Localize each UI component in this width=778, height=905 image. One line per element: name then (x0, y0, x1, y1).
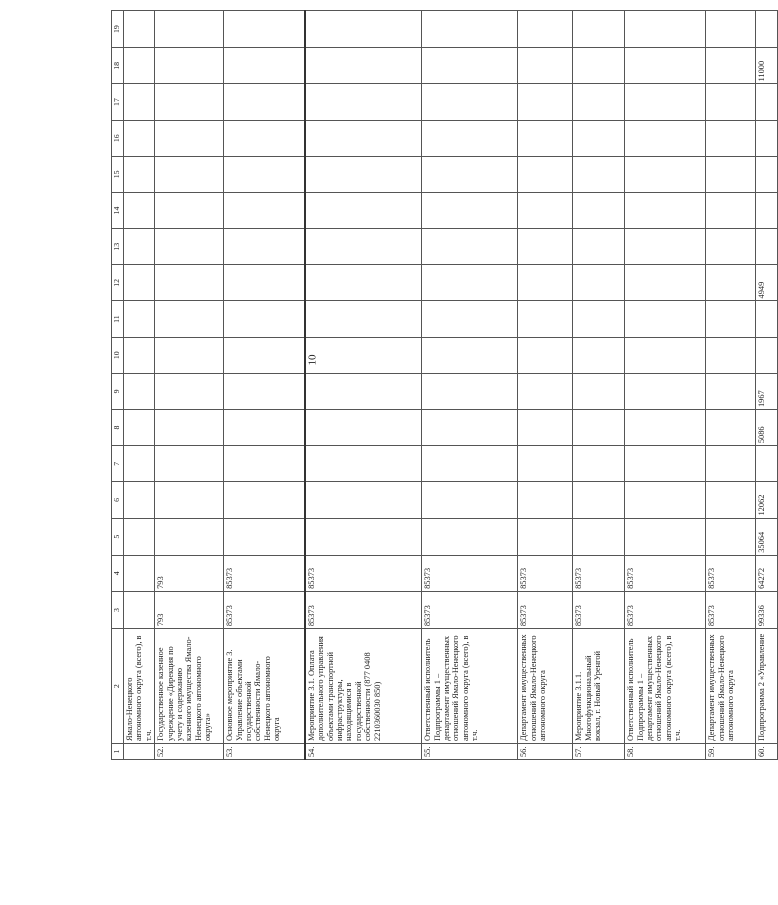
value-cell (124, 120, 155, 156)
value-cell (224, 120, 305, 156)
value-cell (625, 410, 706, 446)
value-cell: 35064 (756, 518, 778, 555)
value-cell (422, 482, 518, 518)
table-row (422, 11, 518, 760)
column-number: 8 (112, 410, 124, 446)
value-cell: 85373 (422, 591, 518, 628)
value-cell (155, 48, 224, 84)
description-cell: Мероприятие 3.1. Оплата дополнительного управления объектами транспортной инфраструктуры, находящимися в государственной собственности (877 0408 2210360030 850) (305, 629, 422, 744)
value-cell (573, 482, 625, 518)
value-cell (706, 373, 756, 409)
value-cell (518, 48, 573, 84)
value-cell (706, 120, 756, 156)
value-cell (706, 229, 756, 265)
value-cell (706, 301, 756, 337)
value-cell (625, 301, 706, 337)
column-number: 12 (112, 265, 124, 301)
value-cell (756, 11, 778, 48)
value-cell: 5086 (756, 410, 778, 446)
value-cell (155, 11, 224, 48)
value-cell (573, 156, 625, 192)
value-cell (756, 446, 778, 482)
description-cell: Ответственный исполнитель Подпрограммы 1 – департамент имущественных отношений Ямало-Ненецкого автономного округа (всего), в т.ч. (422, 629, 518, 744)
value-cell (518, 446, 573, 482)
value-cell (625, 192, 706, 228)
description-cell: Департамент имущественных отношений Ямало-Ненецкого автономного округа (518, 629, 573, 744)
value-cell (518, 11, 573, 48)
value-cell (518, 265, 573, 301)
table-row (518, 11, 573, 760)
value-cell (422, 84, 518, 120)
value-cell (706, 11, 756, 48)
row-number-cell: 58. (625, 744, 706, 760)
column-number: 11 (112, 301, 124, 337)
column-number: 4 (112, 555, 124, 591)
value-cell (422, 192, 518, 228)
value-cell (518, 301, 573, 337)
value-cell (124, 192, 155, 228)
value-cell (305, 120, 422, 156)
value-cell (625, 156, 706, 192)
value-cell (305, 410, 422, 446)
value-cell (224, 482, 305, 518)
value-cell (625, 120, 706, 156)
value-cell (155, 446, 224, 482)
value-cell (155, 120, 224, 156)
value-cell (124, 446, 155, 482)
value-cell (124, 518, 155, 555)
value-cell (155, 156, 224, 192)
column-number: 15 (112, 156, 124, 192)
value-cell (573, 410, 625, 446)
value-cell (756, 84, 778, 120)
value-cell (305, 518, 422, 555)
row-number-cell: 53. (224, 744, 305, 760)
value-cell (155, 84, 224, 120)
value-cell (224, 84, 305, 120)
value-cell (305, 482, 422, 518)
value-cell (124, 482, 155, 518)
description-cell: Департамент имущественных отношений Ямало-Ненецкого автономного округа (706, 629, 756, 744)
value-cell: 85373 (573, 591, 625, 628)
column-number: 14 (112, 192, 124, 228)
value-cell (573, 48, 625, 84)
value-cell (625, 482, 706, 518)
table-row (124, 11, 155, 760)
column-number: 3 (112, 591, 124, 628)
column-number: 1 (112, 744, 124, 760)
value-cell (224, 229, 305, 265)
value-cell: 85373 (518, 555, 573, 591)
value-cell (305, 48, 422, 84)
value-cell (155, 192, 224, 228)
table-row (573, 11, 625, 760)
value-cell (422, 229, 518, 265)
description-cell: Ямало-Ненецкого автономного округа (всего), в т.ч. (124, 629, 155, 744)
value-cell (422, 410, 518, 446)
value-cell (422, 156, 518, 192)
value-cell (625, 518, 706, 555)
value-cell: 85373 (573, 555, 625, 591)
description-cell: Государственное казенное учреждение «Дирекция по учету и содержанию казенного имущества Ямало-Ненецкого автономного округа» (155, 629, 224, 744)
value-cell (518, 410, 573, 446)
value-cell (155, 301, 224, 337)
value-cell (518, 337, 573, 373)
value-cell: 85373 (518, 591, 573, 628)
value-cell (155, 518, 224, 555)
value-cell (305, 337, 422, 373)
value-cell (706, 84, 756, 120)
value-cell (625, 265, 706, 301)
value-cell (625, 48, 706, 84)
row-number-cell: 59. (706, 744, 756, 760)
table-row (305, 11, 422, 760)
value-cell (305, 84, 422, 120)
value-cell (305, 229, 422, 265)
value-cell (124, 555, 155, 591)
row-number-cell: 56. (518, 744, 573, 760)
row-number-cell (124, 744, 155, 760)
value-cell (224, 337, 305, 373)
value-cell: 85373 (422, 555, 518, 591)
value-cell: 85373 (224, 591, 305, 628)
value-cell (518, 192, 573, 228)
value-cell (518, 482, 573, 518)
value-cell: 85373 (224, 555, 305, 591)
value-cell: 85373 (706, 555, 756, 591)
value-cell: 1967 (756, 373, 778, 409)
value-cell (573, 373, 625, 409)
value-cell (706, 446, 756, 482)
column-number: 19 (112, 11, 124, 48)
description-cell: Мероприятие 3.1.1. Многофункциональный вокзал, г. Новый Уренгой (573, 629, 625, 744)
value-cell: 793 (155, 591, 224, 628)
column-number: 6 (112, 482, 124, 518)
value-cell (155, 229, 224, 265)
row-number-cell: 54. (305, 744, 422, 760)
value-cell (625, 11, 706, 48)
value-cell (224, 156, 305, 192)
value-cell (756, 192, 778, 228)
value-cell (756, 337, 778, 373)
value-cell (305, 156, 422, 192)
value-cell (518, 518, 573, 555)
value-cell (706, 265, 756, 301)
table-row (224, 11, 305, 760)
value-cell (518, 373, 573, 409)
value-cell (756, 120, 778, 156)
value-cell (756, 301, 778, 337)
value-cell (706, 482, 756, 518)
value-cell (224, 265, 305, 301)
value-cell (155, 373, 224, 409)
value-cell (573, 301, 625, 337)
value-cell (625, 373, 706, 409)
rotated-table-container (111, 10, 767, 760)
table-row (706, 11, 756, 760)
value-cell (422, 48, 518, 84)
value-cell (124, 337, 155, 373)
value-cell (155, 337, 224, 373)
value-cell (573, 120, 625, 156)
table-row (155, 11, 224, 760)
value-cell (573, 192, 625, 228)
row-number-cell: 57. (573, 744, 625, 760)
value-cell (224, 11, 305, 48)
value-cell (224, 446, 305, 482)
column-number: 13 (112, 229, 124, 265)
value-cell (224, 48, 305, 84)
description-cell: Основное мероприятие 3. Управление объектами государственной собственности Ямало-Ненецкого автономного округа (224, 629, 305, 744)
column-number: 18 (112, 48, 124, 84)
value-cell: 4949 (756, 265, 778, 301)
value-cell (756, 229, 778, 265)
value-cell: 85373 (625, 555, 706, 591)
value-cell (573, 229, 625, 265)
value-cell (224, 192, 305, 228)
value-cell (155, 482, 224, 518)
value-cell (573, 337, 625, 373)
value-cell (305, 301, 422, 337)
value-cell: 85373 (305, 591, 422, 628)
value-cell (706, 410, 756, 446)
value-cell (422, 11, 518, 48)
value-cell (124, 48, 155, 84)
value-cell (124, 11, 155, 48)
value-cell (124, 410, 155, 446)
value-cell (124, 301, 155, 337)
value-cell: 64272 (756, 555, 778, 591)
description-cell: Ответственный исполнитель Подпрограммы 1 – департамент имущественных отношений Ямало-Ненецкого автономного округа (всего), в т.ч. (625, 629, 706, 744)
table-header-row (112, 11, 124, 760)
value-cell (422, 446, 518, 482)
row-number-cell: 60. (756, 744, 778, 760)
value-cell (224, 373, 305, 409)
budget-table (111, 10, 778, 760)
value-cell (422, 518, 518, 555)
table-row (756, 11, 778, 760)
column-number: 10 (112, 337, 124, 373)
value-cell: 793 (155, 555, 224, 591)
value-cell (518, 120, 573, 156)
column-number: 17 (112, 84, 124, 120)
value-cell (518, 84, 573, 120)
value-cell (224, 301, 305, 337)
value-cell (305, 265, 422, 301)
value-cell (305, 11, 422, 48)
value-cell: 85373 (706, 591, 756, 628)
value-cell (422, 301, 518, 337)
value-cell (573, 446, 625, 482)
value-cell (706, 156, 756, 192)
value-cell (756, 156, 778, 192)
column-number: 2 (112, 629, 124, 744)
value-cell (625, 337, 706, 373)
table-row (625, 11, 706, 760)
value-cell (625, 446, 706, 482)
value-cell (706, 337, 756, 373)
value-cell (518, 156, 573, 192)
value-cell: 99336 (756, 591, 778, 628)
value-cell (305, 446, 422, 482)
value-cell (573, 11, 625, 48)
value-cell (706, 48, 756, 84)
value-cell (573, 518, 625, 555)
value-cell (124, 265, 155, 301)
value-cell: 85373 (625, 591, 706, 628)
value-cell (305, 192, 422, 228)
page-number: 10 (306, 354, 319, 366)
row-number-cell: 55. (422, 744, 518, 760)
value-cell (124, 156, 155, 192)
column-number: 7 (112, 446, 124, 482)
value-cell (124, 373, 155, 409)
value-cell (124, 229, 155, 265)
value-cell (625, 229, 706, 265)
value-cell: 85373 (305, 555, 422, 591)
row-number-cell: 52. (155, 744, 224, 760)
value-cell (625, 84, 706, 120)
value-cell (573, 84, 625, 120)
description-cell: Подпрограмма 2 «Управление (756, 629, 778, 744)
value-cell (518, 229, 573, 265)
value-cell: 11000 (756, 48, 778, 84)
value-cell (422, 337, 518, 373)
value-cell (124, 591, 155, 628)
value-cell (224, 518, 305, 555)
value-cell (573, 265, 625, 301)
value-cell (706, 192, 756, 228)
value-cell (124, 84, 155, 120)
value-cell (155, 265, 224, 301)
column-number: 16 (112, 120, 124, 156)
value-cell (706, 518, 756, 555)
value-cell (224, 410, 305, 446)
value-cell (305, 373, 422, 409)
value-cell (422, 265, 518, 301)
value-cell (422, 373, 518, 409)
value-cell (422, 120, 518, 156)
value-cell (155, 410, 224, 446)
value-cell: 12062 (756, 482, 778, 518)
column-number: 9 (112, 373, 124, 409)
column-number: 5 (112, 518, 124, 555)
